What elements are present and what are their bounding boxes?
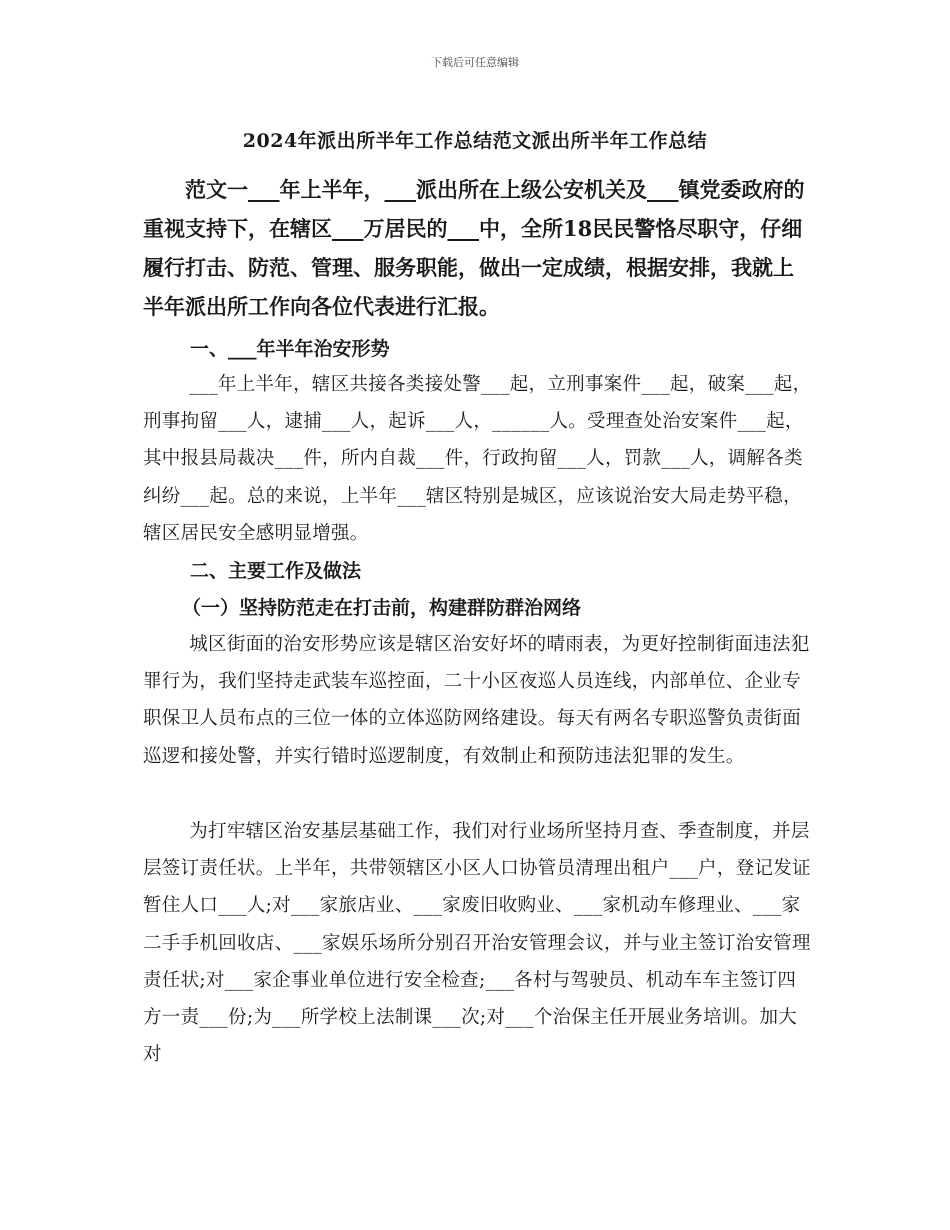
section-2-paragraph-1: 城区街面的治安形势应该是辖区治安好坏的晴雨表，为更好控制街面违法犯罪行为，我们坚持走武装车巡控面，二十小区夜巡人员连线，内部单位、企业专职保卫人员布点的三位一体的立体巡防网络建设。每天有两名专职巡警负责街面巡逻和接处警，并实行错时巡逻制度，有效制止和预防违法犯罪的发生。: [143, 634, 810, 767]
section-1-heading: 一、___年半年治安形势: [190, 338, 390, 360]
section-2-subheading: （一）坚持防范走在打击前，构建群防群治网络: [182, 597, 582, 619]
section-1-paragraph: ___年上半年，辖区共接各类接处警___起，立刑事案件___起，破案___起，刑事拘留___人，逮捕___人，起诉___人，______人。受理查处治安案件___起，其中报县局裁决___件，所内自裁___件，行政拘留___人，罚款___人，调解各类纠纷___起。总的来说，上半年___辖区特别是城区，应该说治安大局走势平稳，辖区居民安全感明显增强。: [143, 374, 812, 544]
header-note: 下载后可任意编辑: [431, 56, 519, 69]
document-title: 2024年派出所半年工作总结范文派出所半年工作总结: [242, 130, 708, 152]
section-2-heading: 二、主要工作及做法: [190, 560, 362, 582]
intro-paragraph: 范文一___年上半年，___派出所在上级公安机关及___镇党委政府的重视支持下，在辖区___万居民的___中，全所18民民警恪尽职守，仔细履行打击、防范、管理、服务职能，做出一定成绩，根据安排，我就上半年派出所工作向各位代表进行汇报。: [143, 177, 805, 319]
section-2-paragraph-2: 为打牢辖区治安基层基础工作，我们对行业场所坚持月查、季查制度，并层层签订责任状。上半年，共带领辖区小区人口协管员清理出租户___户，登记发证暂住人口___人;对___家旅店业、___家废旧收购业、___家机动车修理业、___家二手手机回收店、___家娱乐场所分别召开治安管理会议，并与业主签订治安管理责任状;对___家企事业单位进行安全检查;___各村与驾驶员、机动车车主签订四方一责___份;为___所学校上法制课___次;对___个治保主任开展业务培训。加大对: [143, 821, 811, 1066]
